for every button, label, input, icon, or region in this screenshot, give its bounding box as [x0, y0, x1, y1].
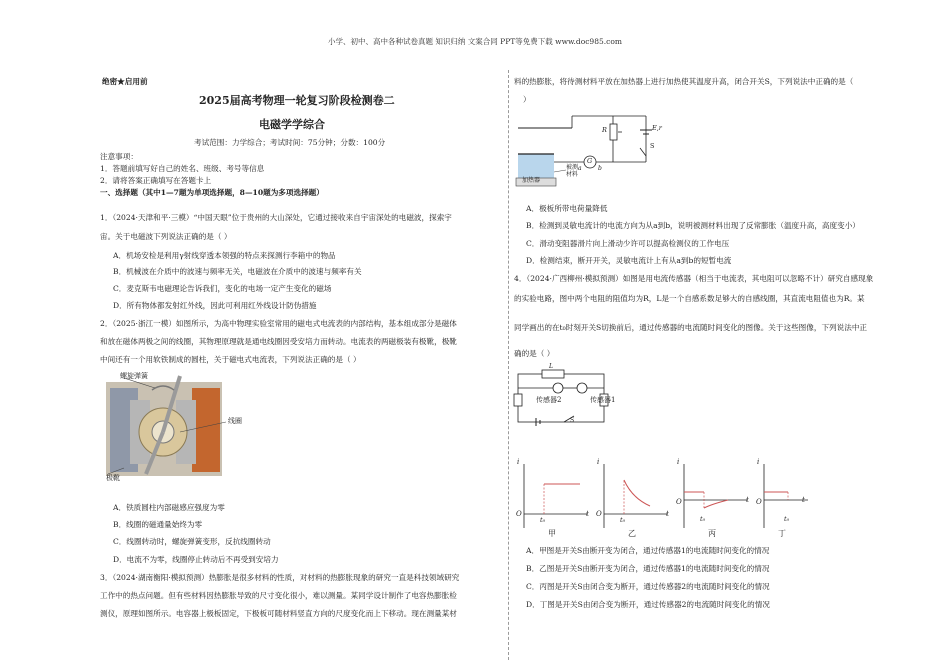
q4-option-a: A．甲图是开关S由断开变为闭合，通过传感器1的电流随时间变化的情况 [526, 546, 770, 555]
axis-O-2: O [596, 510, 602, 518]
label-G: G [587, 157, 593, 165]
q3-option-d: D．检测结束，断开开关，灵敏电流计上有从a到b的短暂电流 [526, 256, 732, 265]
axis-i-3: i [677, 458, 680, 466]
current-graphs-svg [510, 458, 810, 540]
note-1: 1．答题前填写好自己的姓名、班级、考号等信息 [100, 164, 265, 173]
q2-option-b: B．线圈的磁通量始终为零 [113, 520, 203, 529]
q2-stem-line3: 中间还有一个用软铁制成的圆柱，关于磁电式电流表，下列说法正确的是（ ） [100, 355, 361, 364]
secret-mark: 绝密★启用前 [102, 77, 148, 86]
q3-stem-line5: ） [523, 95, 531, 104]
graph-label-yi: 乙 [628, 529, 636, 538]
axis-t-2: t [666, 510, 669, 518]
paper-title: 2025届高考物理一轮复习阶段检测卷二 [199, 94, 395, 107]
figure-label-coil: 线圈 [228, 417, 242, 425]
q2-stem-line1: 2．（2025·浙江一模）如图所示，为高中物理实验室常用的磁电式电流表的内部结构，基本组成部分是磁体 [100, 319, 457, 328]
q4-stem-line1: 4．（2024·广西柳州·模拟预测）如图是用电流传感器（相当于电流表，其电阻可以忽略不计）研究自感现象 [514, 274, 874, 283]
q3-stem-line2: 工作中的热点问题。但有些材料因热膨胀导致的尺寸变化很小，难以测量。某同学设计制作了电容热膨胀检 [100, 591, 457, 600]
current-graphs [510, 458, 810, 540]
q2-stem-line2: 和放在磁体两极之间的线圈，其物理原理就是通电线圈因受安培力而转动。电流表的两磁极装有极靴，极靴 [100, 337, 457, 346]
label-a: a [578, 165, 582, 172]
graph-label-bing: 丙 [708, 529, 716, 538]
axis-t-3: t [746, 496, 749, 504]
q1-stem-line1: 1．（2024·天津和平·三模）“中国天眼”位于贵州的大山深处，它通过接收来自宇宙深处的电磁波，探索宇 [100, 213, 452, 222]
axis-t0-2: t₀ [620, 516, 626, 524]
graph-label-ding: 丁 [778, 529, 786, 538]
axis-i-2: i [597, 458, 600, 466]
paper-subtitle: 电磁学学综合 [259, 118, 325, 131]
q4-option-b: B．乙图是开关S由断开变为闭合，通过传感器1的电流随时间变化的情况 [526, 564, 770, 573]
axis-t0-1: t₀ [540, 516, 546, 524]
axis-O-3: O [676, 498, 682, 506]
q1-stem-line2: 宙。关于电磁波下列说法正确的是（ ） [100, 232, 232, 241]
graph-bing [684, 464, 748, 528]
q1-option-a: A．机场安检是利用γ射线穿透本领强的特点来探测行李箱中的物品 [113, 251, 336, 260]
exam-scope: 考试范围：力学综合；考试时间：75分钟；分数：100分 [194, 138, 386, 147]
column-divider [508, 70, 509, 660]
q4-stem-line3: 同学画出的在t₀时刻开关S切换前后，通过传感器的电流随时间变化的图像。关于这些图像，下列说法中正 [514, 323, 868, 332]
q2-option-a: A．铁质圆柱内部磁感应强度为零 [113, 503, 225, 512]
capacitor-circuit-figure [512, 110, 682, 190]
inductance-circuit-diagram [512, 364, 652, 428]
label-Er: E,r [652, 124, 662, 132]
inductance-circuit-figure [512, 364, 652, 428]
label-b: b [598, 165, 602, 172]
q3-stem-line4: 料的热膨胀，将待测材料平放在加热器上进行加热使其温度升高，闭合开关S，下列说法中正确的是（ [514, 77, 854, 86]
q4-option-c: C．丙图是开关S由闭合变为断开，通过传感器2的电流随时间变化的情况 [526, 582, 770, 591]
label-sensor-2: 传感器2 [536, 396, 562, 404]
graph-jia [524, 464, 588, 528]
graph-label-jia: 甲 [548, 529, 556, 538]
axis-t0-4: t₀ [784, 515, 790, 523]
galvanometer-figure [100, 370, 270, 482]
q1-option-b: B．机械波在介质中的波速与频率无关，电磁波在介质中的波速与频率有关 [113, 267, 362, 276]
label-switch-S: S [570, 417, 575, 424]
label-L: L [549, 363, 553, 370]
q1-option-c: C．麦克斯韦电磁理论告诉我们，变化的电场一定产生变化的磁场 [113, 284, 332, 293]
q3-stem-line1: 3．（2024·湖南衡阳·模拟预测）热膨胀是很多材料的性质，对材料的热膨胀现象的研究一直是科技领域研究 [100, 573, 460, 582]
q2-option-d: D．电流不为零，线圈停止转动后不再受到安培力 [113, 555, 279, 564]
label-material-1: 被测 [566, 164, 579, 171]
axis-O-1: O [516, 510, 522, 518]
graph-yi [604, 464, 668, 528]
q2-option-c: C．线圈转动时，螺旋弹簧变形，反抗线圈转动 [113, 537, 271, 546]
section-heading: 一、选择题（其中1—7题为单项选择题，8—10题为多项选择题） [100, 188, 324, 197]
q3-option-c: C．滑动变阻器滑片向上滑动少许可以提高检测仪的工作电压 [526, 239, 730, 248]
axis-t-4: t [802, 496, 805, 504]
site-header: 小学、初中、高中各种试卷真题 知识归纳 文案合同 PPT等免费下载 www.doc985.com [328, 37, 622, 46]
q4-stem-line2: 的实验电路，图中两个电阻的阻值均为R，L是一个自感系数足够大的自感线圈，其直流电阻值也为R。某 [514, 294, 865, 303]
axis-O-4: O [756, 498, 762, 506]
label-material-2: 材料 [566, 171, 579, 178]
q3-stem-line3: 测仪，原理如图所示。电容器上极板固定，下极板可随材料竖直方向的尺度变化而上下移动。现在测量某材 [100, 609, 457, 618]
galvanometer-image [100, 370, 270, 482]
q1-option-d: D．所有物体都发射红外线，因此可利用红外线设计防伪措施 [113, 301, 317, 310]
axis-t-1: t [586, 510, 589, 518]
notes-title: 注意事项： [100, 152, 138, 161]
label-heater: 加热器 [522, 177, 541, 184]
q3-option-b: B．检测到灵敏电流计的电流方向为从a到b，说明被测材料出现了反常膨胀（温度升高，高度变小） [526, 221, 860, 230]
figure-label-spring: 螺旋弹簧 [120, 372, 148, 380]
axis-i-1: i [517, 458, 520, 466]
q4-stem-line4: 确的是（ ） [514, 349, 555, 358]
note-2: 2．请将答案正确填写在答题卡上 [100, 176, 212, 185]
q4-option-d: D．丁图是开关S由闭合变为断开，通过传感器2的电流随时间变化的情况 [526, 600, 770, 609]
label-S: S [650, 142, 655, 150]
label-sensor-1: 传感器1 [590, 396, 616, 404]
label-R: R [602, 126, 607, 134]
q3-option-a: A．极板所带电荷量降低 [526, 204, 608, 213]
axis-t0-3: t₀ [700, 515, 706, 523]
figure-label-shoe: 极靴 [106, 474, 120, 482]
axis-i-4: i [757, 458, 760, 466]
